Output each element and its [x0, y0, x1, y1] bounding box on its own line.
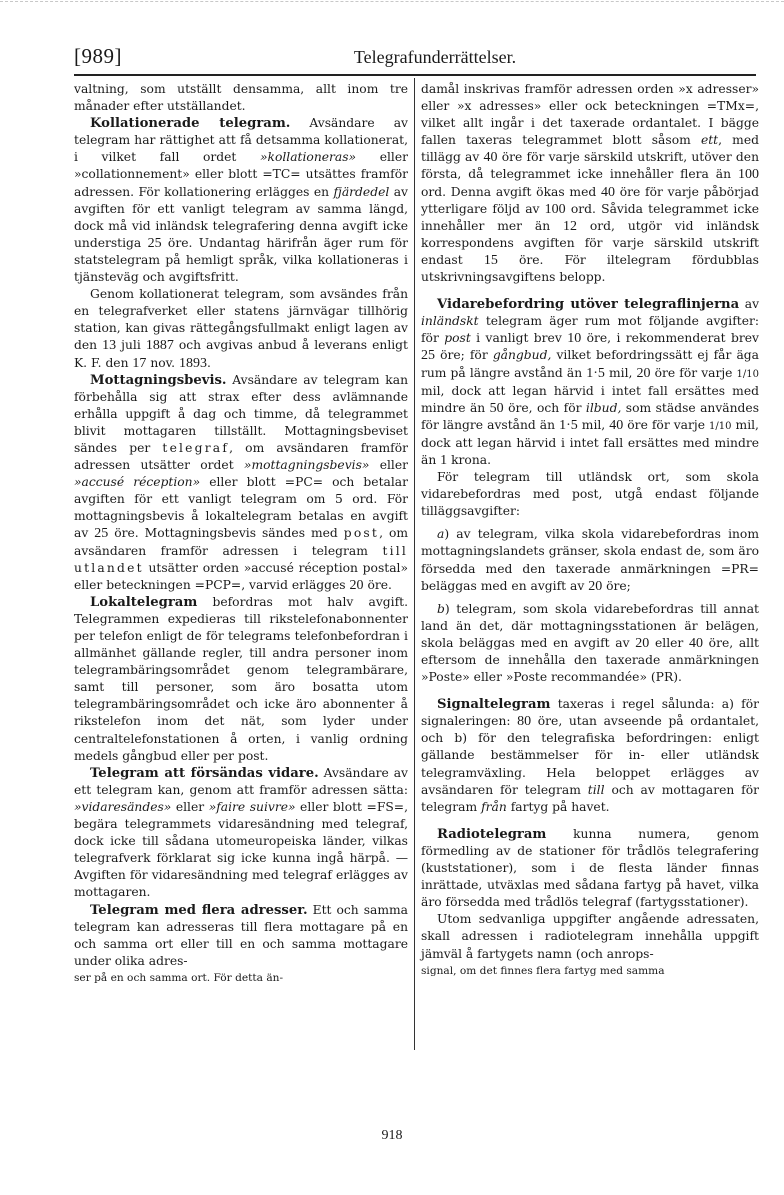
number: 50 — [489, 400, 504, 416]
text: eller »collationnement» eller blott =TC= utsättes framför adressen. För kollationering erlägges en — [74, 150, 408, 199]
italic-term: »faire suivre» — [208, 799, 296, 814]
number: 25 — [421, 348, 435, 364]
number: 20 — [635, 635, 650, 651]
number: 40 — [688, 635, 703, 651]
number: 40 — [601, 184, 615, 200]
text: som städse användes för längre avstånd än — [421, 400, 760, 432]
paragraph-last-line: signal, om det finnes flera fartyg med samma — [421, 964, 665, 977]
text: mil, dock att legan härvid i intet fall ersättes med mindre än — [421, 383, 759, 415]
section-heading: Mottagningsbevis. — [90, 372, 227, 388]
italic-term: »accusé réception» — [74, 475, 201, 490]
header-rule — [74, 74, 756, 76]
number: 25 — [147, 235, 162, 251]
number: 80 — [517, 714, 532, 730]
text: mil, — [577, 417, 610, 432]
text: Avsändare av telegram kan förbehålla sig att strax efter dess avlämnande erhålla uppgift å dag och timme, då telegrammet blivit mottagaren tillställt. Mottagningsbeviset sändes per — [74, 372, 408, 455]
text: öre, och för — [503, 400, 586, 415]
italic-term: till — [587, 782, 605, 797]
list-label: b — [437, 601, 445, 616]
section-heading: Telegram att försändas vidare. — [90, 765, 319, 781]
section-heading: Telegram med flera adresser. — [90, 902, 308, 918]
text: ) av telegram, vilka skola vidarebefordras inom mottagningslandets gränser, skola endast de, som äro försedda med den taxerade anmärkningen =PR= beläggas med en avgift av — [421, 527, 759, 593]
number: 20 — [349, 577, 364, 593]
text: öre; — [602, 578, 631, 593]
page-folio: 918 — [381, 1128, 403, 1143]
left-column — [74, 81, 408, 987]
italic-term: »kollationeras» — [259, 150, 357, 165]
number: 10 — [567, 331, 582, 347]
text: Genom kollationerat telegram, som avsändes från en telegrafverket eller statens järnvägar tillhörig station, kan givas rättegångsfullmakt enligt lagen av den — [74, 287, 408, 353]
text: öre, allt eftersom de innehålla den taxerade anmärkningen »Poste» eller »Poste recommandée» (PR). — [421, 635, 759, 685]
page-number-bracket: [989] — [74, 44, 122, 68]
text: öre; för — [435, 348, 493, 363]
spaced-term: post — [343, 526, 380, 541]
number: 13 — [102, 338, 117, 354]
paragraph-continuation — [421, 81, 759, 286]
italic-term: fjärdedel — [333, 184, 390, 199]
running-title: Telegrafunderrättelser. — [353, 47, 517, 67]
italic-term: gångbud, — [492, 348, 552, 363]
paragraph-utom: Utom sedvanliga uppgifter angående adressaten, skall adressen i radiotelegram innehålla uppgift jämväl å fartygets namn (och anrops- — [421, 912, 759, 961]
spaced-term: telegraf — [162, 440, 230, 455]
page-header — [74, 44, 756, 72]
text: öre, utan avseende på ordantalet, och b) för den telegrafiska befordringen: enligt gällande bestämmelser för in- eller utländsk telegramväxling. Hela beloppet erlägges av avsändaren för telegram — [421, 714, 760, 797]
section-lokaltelegram — [74, 594, 408, 765]
italic-term: inländskt — [421, 314, 479, 329]
number: 12 — [563, 218, 578, 234]
text: öre för varje påbörjad ytterligare följd av — [421, 184, 759, 216]
text: och avgivas anbud å leverans enligt K. F. den — [74, 338, 408, 370]
number: 1893 — [178, 355, 207, 371]
text: fartyg på havet. — [506, 799, 610, 814]
text: ord, utgör vid inländsk korrespondens avgiften för varje särskild utskrift endast — [421, 218, 759, 267]
section-radiotelegram — [421, 826, 759, 911]
text: Avsändare av telegram har rättighet att få detsamma kollationerat, i vilket fall ordet — [74, 116, 408, 165]
text: öre för varje — [650, 365, 737, 380]
number: 20 — [636, 365, 651, 381]
italic-term: »mottagningsbevis» — [243, 458, 370, 473]
text: öre. Mottagningsbevis sändes med — [108, 526, 344, 541]
number: 17 — [132, 355, 147, 371]
text: eller — [171, 799, 209, 814]
text: befordras mot halv avgift. Telegrammen expedieras till rikstelefonabonnenter per telefon enligt de för telegrams telefonbefordran i allmänhet gällande regler, till andra personer inom telegrambäringsområdet genom telegrambärare, samt till personer, som äro bosatta utom telegrambäringsområdet och icke äro abonnenter å rikstelefon inom det nät, som lyder under centraltelefonstationen å orten, i vanlig ordning medels gångbud eller per post. — [74, 594, 408, 763]
number: 15 — [483, 252, 498, 268]
text: i vanligt brev — [470, 331, 568, 346]
section-flera-adresser — [74, 902, 408, 970]
italic-term: »vidaresändes» — [74, 799, 172, 814]
section-heading: Radiotelegram — [437, 826, 547, 842]
text: eller — [369, 458, 408, 473]
text: nov. — [146, 355, 179, 370]
number: 1 — [440, 452, 448, 468]
text: ord. Denna avgift ökas med — [421, 184, 601, 199]
text: öre. Undantag härifrån äger rum för statstelegram på hemligt språk, vilka kollationeras i tjänsteväg och avgiftsfritt. — [74, 235, 408, 285]
text: vilket befordringssätt ej får äga rum på längre avstånd än — [421, 348, 759, 380]
text: eller blott =PC= och betalar avgiften för ett vanligt telegram om 5 ord. För mottagningsbevis å lokaltelegram betalas en avgift av — [74, 475, 408, 541]
text: juli — [116, 338, 146, 353]
text: öre. För iltelegram fördubblas utskrivningsavgiftens belopp. — [421, 252, 759, 285]
section-heading: Kollationerade telegram. — [90, 116, 291, 132]
italic-term: ilbud, — [585, 400, 622, 415]
text: öre. — [363, 577, 392, 592]
text: öre för varje särskild utskrift, utöver den första, då telegrammet icke innehåller flera än — [421, 150, 759, 182]
section-kollationerade — [74, 115, 408, 286]
section-heading: Vidarebefordring utöver telegraflinjerna — [437, 297, 740, 313]
spaced-term: till utlandet — [74, 543, 408, 575]
text: kunna numera, genom förmedling av de stationer för trådlös telegrafering (kuststationer), som i de flesta länder finnas inrättade, utväxlas med sådana fartyg på havet, vilka äro försedda med trådlös telegraf (fartygsstationer). — [421, 826, 759, 910]
paragraph-genom — [74, 286, 408, 371]
text: öre för varje — [623, 417, 710, 432]
text: . — [206, 355, 211, 370]
text: mil, dock att legan härvid i intet fall ersättes med mindre än — [421, 417, 759, 467]
number: 100 — [544, 201, 566, 217]
text: damål inskrivas framför adressen orden »x adresser» eller »x adresses» eller ock beteckningen =TMx=, vilket allt ingår i det taxerade ordantalet. I bägge fallen taxeras telegrammet blott såsom — [421, 82, 759, 148]
text: telegram äger rum mot följande avgifter: för — [421, 314, 759, 346]
section-vidarebefordring — [421, 296, 759, 469]
text: taxeras i regel sålunda: a) för signaleringen: — [421, 697, 759, 729]
text: ord. Såvida telegrammet icke innehåller mer än — [421, 201, 759, 233]
list-label: a — [437, 527, 445, 542]
text: eller blott =FS=, begära telegrammets vidaresändning med telegraf, dock icke till sådana utomeuropeiska länder, vilkas telegrafverk förklarat sig icke kunna ingå härpå. — Avgiften för vidaresändning med telegraf erlägges av mottagaren. — [74, 799, 408, 900]
number: 40 — [483, 150, 498, 166]
paragraph-last-line: ser på en och samma ort. För detta än- — [74, 971, 284, 984]
number: 1887 — [145, 338, 174, 354]
list-item-b — [421, 601, 759, 686]
italic-term: från — [481, 799, 507, 814]
text: eller — [649, 635, 689, 650]
section-signaltelegram — [421, 696, 759, 816]
text: mil, — [604, 365, 637, 380]
list-item-a — [421, 526, 759, 594]
section-mottagningsbevis — [74, 372, 408, 594]
fraction: 1/10 — [709, 420, 732, 432]
italic-term: post — [444, 331, 471, 346]
text: öre, i rekommenderat brev — [581, 331, 760, 346]
fraction: 1/10 — [736, 368, 759, 380]
number: 40 — [609, 417, 624, 433]
text: av avgiften för ett vanligt telegram av samma längd, dock må vid inländsk telegrafering denna avgift icke understiga — [74, 184, 408, 250]
number: 100 — [738, 167, 759, 183]
italic-term: ett — [700, 133, 719, 148]
text: , med tillägg av — [421, 133, 759, 165]
text: krona. — [447, 452, 491, 467]
column-divider — [414, 78, 415, 1050]
section-forsandas-vidare — [74, 765, 408, 902]
text: Avsändare av ett telegram kan, genom att framför adressen sätta: — [74, 765, 408, 797]
right-column — [421, 81, 759, 980]
text: utsätter orden »accusé réception postal» eller beteckningen =PCP=, varvid erlägges — [74, 560, 408, 592]
text: Ett och samma telegram kan adresseras till flera mottagare på en och samma ort eller till en och samma mottagare under olika adres- — [74, 902, 408, 968]
text: , om avsändaren framför adressen utsätter ordet — [74, 440, 408, 473]
section-heading: Lokaltelegram — [90, 594, 198, 610]
number: 25 — [94, 526, 109, 542]
number: 1·5 — [586, 365, 605, 381]
paragraph-utlandsk: För telegram till utländsk ort, som skola vidarebefordras med post, utgå endast följande tilläggsavgifter: — [421, 470, 759, 519]
text: ) telegram, som skola vidarebefordras till annat land än det, där mottagningsstationen är belägen, skola beläggas med en avgift av — [421, 601, 759, 650]
text: och av mottagaren för telegram — [421, 782, 759, 814]
number: 20 — [588, 578, 603, 594]
paragraph-continuation: valtning, som utställt densamma, allt inom tre månader efter utställandet. — [74, 82, 408, 114]
number: 1·5 — [559, 417, 578, 433]
scan-edge-line — [0, 1, 784, 2]
section-heading: Signaltelegram — [437, 697, 551, 713]
text: av — [739, 297, 760, 312]
text: , om avsändaren framför adressen i telegram — [74, 526, 409, 558]
